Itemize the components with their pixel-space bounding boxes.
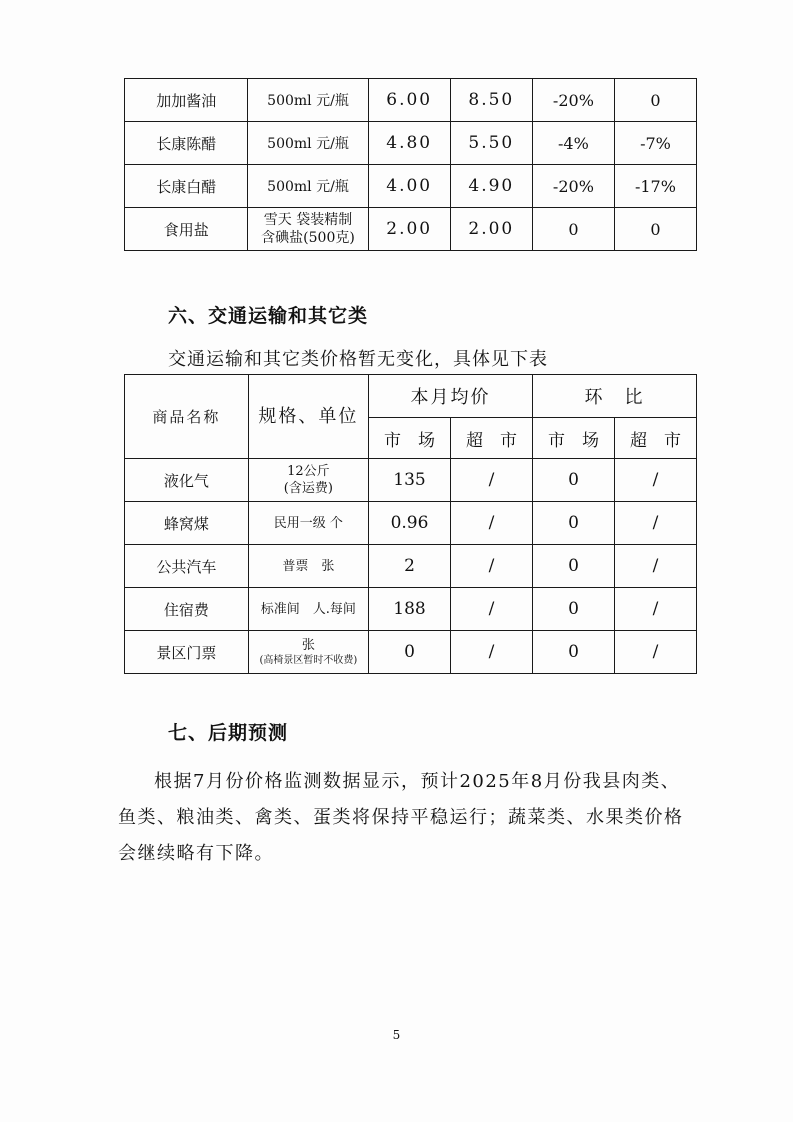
item-spec: 民用一级 个 [248,502,368,545]
market-price: 6.00 [368,79,450,122]
ratio-super: / [614,631,696,674]
header-spec: 规格、单位 [248,375,368,459]
item-spec: 500ml 元/瓶 [248,122,368,165]
ratio-super: / [614,588,696,631]
item-name: 加加酱油 [125,79,248,122]
ratio-market: 0 [533,545,615,588]
item-name: 蜂窝煤 [125,502,249,545]
avg-market: 135 [368,459,450,502]
ratio-super: / [614,545,696,588]
market-ratio: 0 [532,208,614,251]
item-name: 液化气 [125,459,249,502]
subheader-market: 市 场 [533,418,615,459]
market-price: 4.80 [368,122,450,165]
item-spec [248,631,368,674]
avg-market: 188 [368,588,450,631]
table-row [125,502,697,545]
avg-market: 0 [368,631,450,674]
section-intro: 交通运输和其它类价格暂无变化，具体见下表 [168,349,548,370]
market-ratio: -20% [532,79,614,122]
table-row [125,588,697,631]
ratio-market: 0 [533,588,615,631]
table-row [125,631,697,674]
forecast-paragraph: 根据7月份价格监测数据显示，预计2025年8月份我县肉类、鱼类、粮油类、禽类、蛋类将保持平稳运行；蔬菜类、水果类价格会继续略有下降。 [118,771,684,864]
supermarket-ratio: -7% [614,122,696,165]
item-spec: 500ml 元/瓶 [248,165,368,208]
item-spec: 500ml 元/瓶 [248,79,368,122]
item-spec [248,459,368,502]
spec-note: (高椅景区暂时不收费) [259,654,358,666]
item-spec: 标准间 人.每间 [248,588,368,631]
avg-super: / [451,631,533,674]
subheader-super: 超 市 [451,418,533,459]
supermarket-price: 4.90 [450,165,532,208]
avg-super: / [451,502,533,545]
spec-line: 含碘盐(500克) [261,230,355,246]
subheader-market: 市 场 [368,418,450,459]
subheader-super: 超 市 [614,418,696,459]
ratio-market: 0 [533,502,615,545]
ratio-market: 0 [533,631,615,674]
ratio-super: / [614,502,696,545]
avg-super: / [451,459,533,502]
market-ratio: -20% [532,165,614,208]
item-spec [248,208,368,251]
ratio-super: / [614,459,696,502]
spec-line: 雪天 袋装精制 [263,212,353,228]
table-row [125,79,697,122]
table-row [125,122,697,165]
spec-line: 12公斤 [287,464,330,479]
avg-super: / [451,588,533,631]
ratio-market: 0 [533,459,615,502]
table-header-row [125,375,697,418]
item-name: 景区门票 [125,631,249,674]
market-ratio: -4% [532,122,614,165]
avg-market: 2 [368,545,450,588]
item-name: 食用盐 [125,208,248,251]
price-table-transport [124,374,697,674]
supermarket-price: 8.50 [450,79,532,122]
item-name: 公共汽车 [125,545,249,588]
price-table-condiments [124,78,697,251]
supermarket-ratio: -17% [614,165,696,208]
supermarket-price: 5.50 [450,122,532,165]
table-row [125,545,697,588]
item-name: 长康白醋 [125,165,248,208]
avg-market: 0.96 [368,502,450,545]
avg-super: / [451,545,533,588]
item-name: 长康陈醋 [125,122,248,165]
supermarket-ratio: 0 [614,208,696,251]
header-name: 商品名称 [125,375,249,459]
item-spec: 普票 张 [248,545,368,588]
item-name: 住宿费 [125,588,249,631]
spec-line: 张 [301,637,315,653]
spec-line: (含运费) [283,481,333,496]
supermarket-price: 2.00 [450,208,532,251]
table-row [125,208,697,251]
section-heading: 六、交通运输和其它类 [168,305,369,327]
header-ratio: 环 比 [533,375,697,418]
supermarket-ratio: 0 [614,79,696,122]
market-price: 4.00 [368,165,450,208]
page-number: 5 [392,1028,401,1042]
table-row [125,165,697,208]
table-row [125,459,697,502]
header-avg: 本月均价 [368,375,532,418]
market-price: 2.00 [368,208,450,251]
section-heading: 七、后期预测 [168,722,289,744]
